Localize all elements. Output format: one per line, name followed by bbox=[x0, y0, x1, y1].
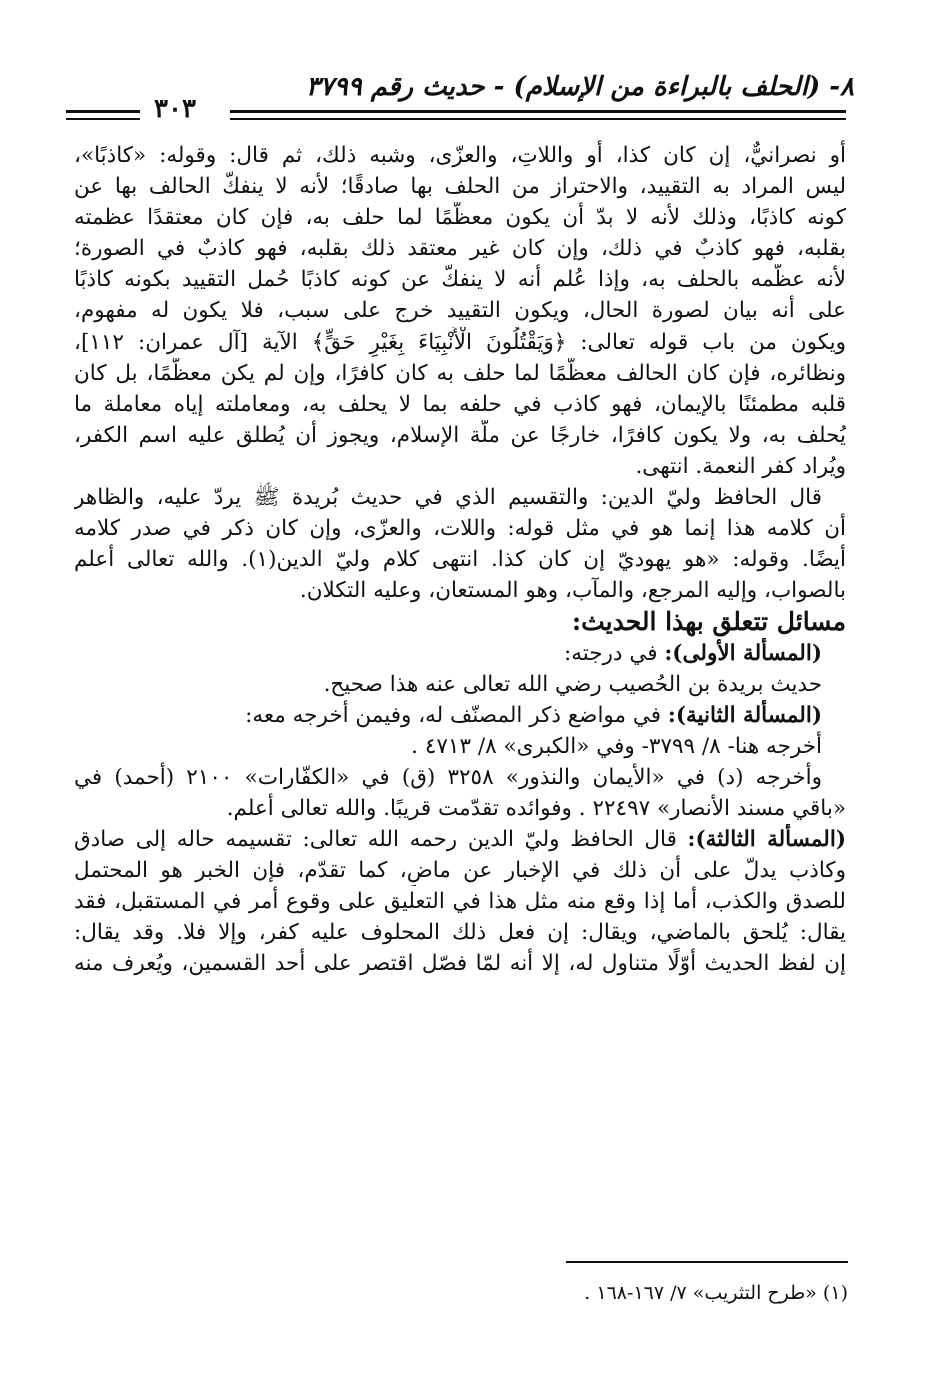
text-line: أن كلامه هذا إنما هو في مثل قوله: واللات، والعزّى، وإن كان ذكر في صدر كلامه bbox=[74, 516, 846, 542]
running-header-title: ٨- (الحلف بالبراءة من الإسلام) - حديث رقم ٣٧٩٩ bbox=[305, 72, 854, 102]
header-rule bbox=[230, 118, 846, 120]
text-line: وأخرجه (د) في «الأيمان والنذور» ٣٢٥٨ (ق) في «الكفّارات» ٢١٠٠ (أحمد) في bbox=[74, 764, 822, 790]
text-line: بالصواب، وإليه المرجع، والمآب، وهو المستعان، وعليه التكلان. bbox=[299, 578, 846, 604]
text-line: ليس المراد به التقييد، والاحتراز من الحلف بها صادقًا؛ لأنه لا ينفكّ الحالف بها عن bbox=[74, 174, 846, 200]
text-line: أيضًا. وقوله: «هو يهوديّ إن كان كذا. انتهى كلام وليّ الدين(١). والله تعالى أعلم bbox=[74, 547, 846, 573]
text-line: على أنه بيان لصورة الحال، ويكون التقييد خرج على سبب، فلا يكون له مفهوم، bbox=[74, 298, 846, 324]
text-line: ونظائره، فإن كان الحالف معظّمًا لما حلف به كان كافرًا، وإن لم يكن معظّمًا، بل كان bbox=[74, 360, 846, 386]
footnote: (١) «طرح التثريب» ٧/ ١٦٧-١٦٨ . bbox=[584, 1282, 848, 1304]
text-line: للصدق والكذب، أما إذا وقع منه مثل هذا في التعليق على وقوع أمر في المستقبل، فقد bbox=[74, 889, 846, 915]
text-line: بقلبه، فهو كاذبٌ في ذلك، وإن كان غير معتقد ذلك بقلبه، فهو كاذبٌ في الصورة؛ bbox=[74, 236, 846, 262]
text-line: يُحلف به، ولا يكون كافرًا، خارجًا عن ملّة الإسلام، ويجوز أن يُطلق عليه اسم الكفر، bbox=[74, 422, 846, 448]
issue-label: (المسألة الثالثة): bbox=[687, 827, 846, 853]
text-line: ويكون من باب قوله تعالى: ﴿وَيَقْتُلُونَ الْأَنْبِيَاءَ بِغَيْرِ حَقٍّ﴾ الآية [آل عمران: ١١٢]، bbox=[74, 329, 846, 355]
header-rule bbox=[230, 110, 846, 113]
issue-one-heading: (المسألة الأولى): في درجته: bbox=[564, 640, 822, 666]
footnote-separator bbox=[566, 1261, 848, 1263]
text-line: قال الحافظ وليّ الدين: والتقسيم الذي في حديث بُريدة ﷺ يردّ عليه، والظاهر bbox=[74, 485, 822, 511]
text-line: ويُراد كفر النعمة. انتهى. bbox=[635, 453, 846, 479]
section-heading: مسائل تتعلق بهذا الحديث: bbox=[571, 607, 846, 637]
text-line: لأنه عظّمه بالحلف به، وإذا عُلم أنه لا ينفكّ عن كونه كاذبًا حُمل التقييد بكونه كاذبًا bbox=[74, 267, 846, 293]
text-line: أخرجه هنا- ٨/ ٣٧٩٩- وفي «الكبرى» ٨/ ٤٧١٣ . bbox=[411, 733, 822, 759]
header-rule bbox=[66, 118, 140, 120]
issue-three-heading: (المسألة الثالثة): قال الحافظ وليّ الدين رحمه الله تعالى: تقسيمه حاله إلى صادق bbox=[74, 827, 846, 853]
page-number: ٣٠٣ bbox=[154, 94, 196, 124]
issue-label: (المسألة الأولى): bbox=[664, 640, 822, 666]
header-rule bbox=[66, 110, 140, 113]
issue-two-heading: (المسألة الثانية): في مواضع ذكر المصنّف له، وفيمن أخرجه معه: bbox=[245, 702, 822, 728]
body-text bbox=[74, 140, 846, 980]
text-line: وكاذب يدلّ على أن ذلك في الإخبار عن ماضٍ، كما تقدّم، فإن الخبر هو المحتمل bbox=[74, 858, 846, 884]
text-line: كونه كاذبًا، وذلك لأنه لا بدّ أن يكون معظّمًا لما حلف به، فإن كان معتقدًا عظمته bbox=[74, 205, 846, 231]
issue-label: (المسألة الثانية): bbox=[667, 702, 822, 728]
text-line: «باقي مسند الأنصار» ٢٢٤٩٧ . وفوائده تقدّمت قريبًا. والله تعالى أعلم. bbox=[226, 795, 846, 821]
text-line: أو نصرانيٌّ، إن كان كذا، أو واللاتِ، والعزّى، وشبه ذلك، ثم قال: وقوله: «كاذبًا»، bbox=[74, 143, 846, 168]
text-line: إن لفظ الحديث أوّلًا متناول له، إلا أنه لمّا فصّل اقتصر على أحد القسمين، ويُعرف منه bbox=[74, 951, 846, 977]
text-line: يقال: يُلحق بالماضي، ويقال: إن فعل ذلك المحلوف عليه كفر، وإلا فلا. وقد يقال: bbox=[74, 920, 846, 946]
text-line: قلبه مطمئنًا بالإيمان، فهو كاذب في حلفه بما لا يحلف به، ومعاملته إياه معاملة ما bbox=[74, 391, 846, 417]
text-line: حديث بريدة بن الحُصيب رضي الله تعالى عنه هذا صحيح. bbox=[323, 671, 822, 697]
